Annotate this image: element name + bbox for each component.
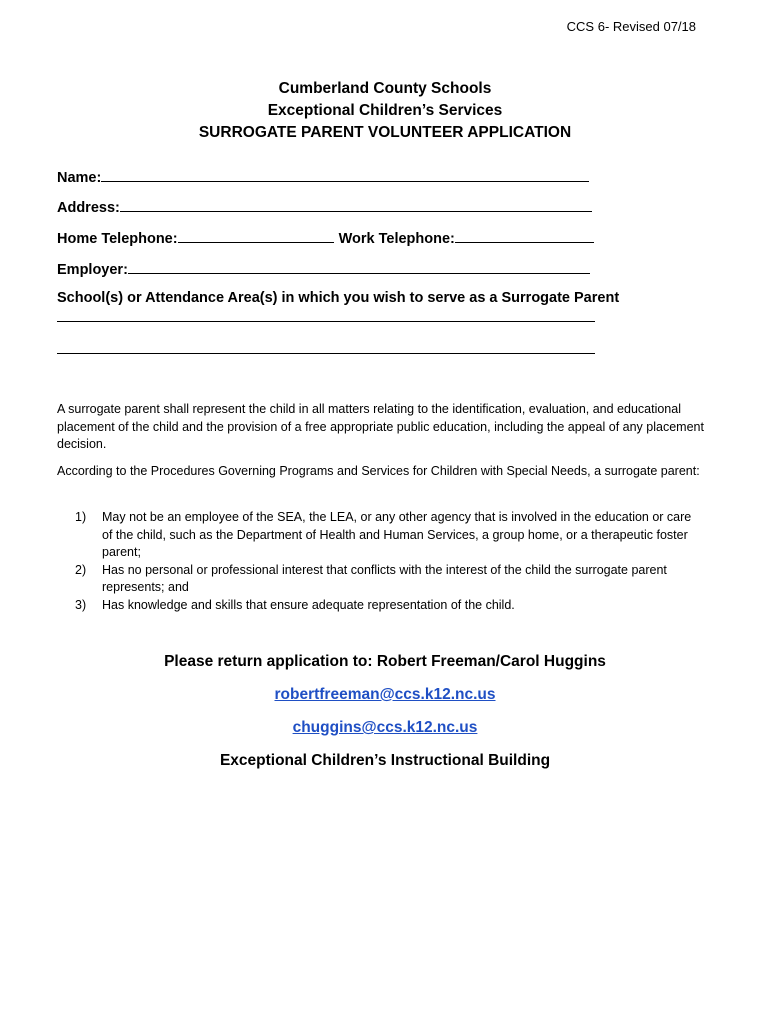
home-telephone-input-line[interactable] xyxy=(178,228,334,243)
building-name: Exceptional Children’s Instructional Building xyxy=(219,752,551,769)
name-input-line[interactable] xyxy=(101,167,589,182)
list-item: 1) May not be an employee of the SEA, the LEA, or any other agency that is involved in the education or care of the child, such as the Department of Health and Human Services, a group home, or a therapeutic foster parent; xyxy=(75,510,692,559)
home-telephone-label: Home Telephone: xyxy=(57,231,178,247)
surrogate-definition-paragraph: A surrogate parent shall represent the child in all matters relating to the identification, evaluation, and educational placement of the child and the provision of a free appropriate public education, including the appeal of any placement decision. xyxy=(57,402,704,451)
email-carol-link-wrapper xyxy=(0,719,770,737)
email-robert-link-wrapper xyxy=(0,686,770,704)
email-robert-link[interactable]: robertfreeman@ccs.k12.nc.us xyxy=(274,686,496,703)
form-title: SURROGATE PARENT VOLUNTEER APPLICATION xyxy=(198,124,572,141)
address-label: Address: xyxy=(57,200,120,216)
name-field xyxy=(57,167,589,186)
schools-input-line-1[interactable] xyxy=(57,321,595,322)
address-field xyxy=(57,197,592,216)
procedures-paragraph: According to the Procedures Governing Programs and Services for Children with Special Needs, a surrogate parent: xyxy=(57,464,700,478)
revision-label: CCS 6- Revised 07/18 xyxy=(566,19,696,34)
return-instructions: Please return application to: Robert Freeman/Carol Huggins xyxy=(164,653,606,670)
work-telephone-label: Work Telephone: xyxy=(338,231,455,247)
requirements-list xyxy=(75,509,705,614)
email-carol-link[interactable]: chuggins@ccs.k12.nc.us xyxy=(292,719,478,736)
name-label: Name: xyxy=(57,170,102,186)
department-title: Exceptional Children’s Services xyxy=(267,102,503,119)
employer-input-line[interactable] xyxy=(128,259,590,274)
list-item: 3) Has knowledge and skills that ensure adequate representation of the child. xyxy=(75,597,515,612)
work-telephone-input-line[interactable] xyxy=(455,228,594,243)
list-item: 2) Has no personal or professional interest that conflicts with the interest of the child the surrogate parent represents; and xyxy=(75,562,667,594)
employer-label: Employer: xyxy=(57,262,128,278)
district-title: Cumberland County Schools xyxy=(278,80,492,97)
schools-input-line-2[interactable] xyxy=(57,353,595,354)
title-block xyxy=(0,78,770,144)
telephone-field xyxy=(57,228,594,247)
address-input-line[interactable] xyxy=(120,197,592,212)
employer-field xyxy=(57,259,590,278)
schools-label: School(s) or Attendance Area(s) in which you wish to serve as a Surrogate Parent xyxy=(57,290,620,306)
